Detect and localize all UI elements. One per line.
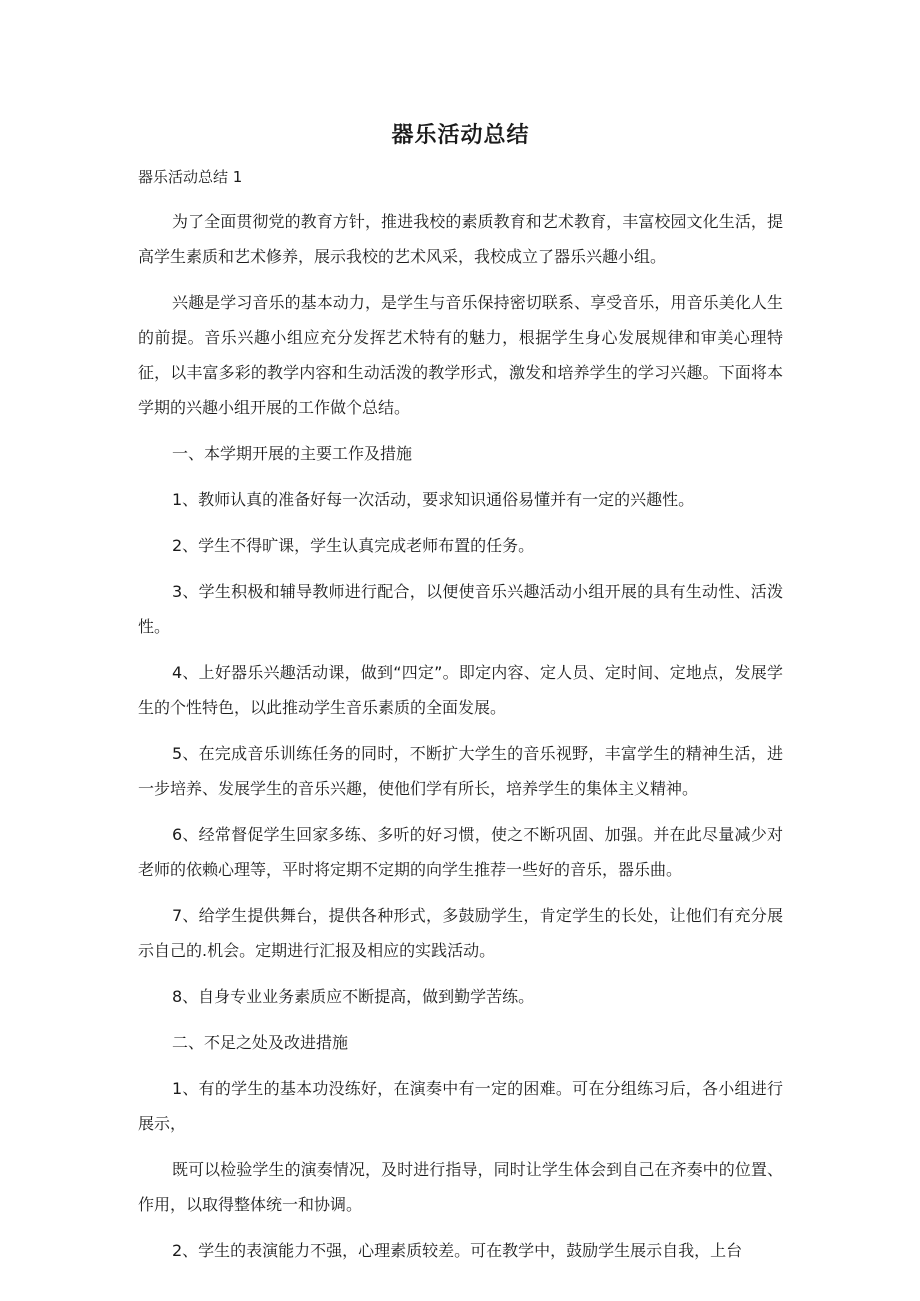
list-item: 2、学生的表演能力不强，心理素质较差。可在教学中，鼓励学生展示自我，上台 <box>172 1241 743 1260</box>
list-item: 4、上好器乐兴趣活动课，做到“四定”。即定内容、定人员、定时间、定地点，发展学生的个性特色，以此推动学生音乐素质的全面发展。 <box>138 663 783 717</box>
list-item: 5、在完成音乐训练任务的同时，不断扩大学生的音乐视野，丰富学生的精神生活，进一步培养、发展学生的音乐兴趣，使他们学有所长，培养学生的集体主义精神。 <box>138 744 783 798</box>
list-item: 3、学生积极和辅导教师进行配合，以便使音乐兴趣活动小组开展的具有生动性、活泼性。 <box>138 582 783 636</box>
list-item: 1、教师认真的准备好每一次活动，要求知识通俗易懂并有一定的兴趣性。 <box>172 490 695 509</box>
paragraph: 既可以检验学生的演奏情况，及时进行指导，同时让学生体会到自己在齐奏中的位置、作用，以取得整体统一和协调。 <box>138 1160 783 1214</box>
section-heading: 二、不足之处及改进措施 <box>172 1033 349 1052</box>
list-item: 6、经常督促学生回家多练、多听的好习惯，使之不断巩固、加强。并在此尽量减少对老师的依赖心理等，平时将定期不定期的向学生推荐一些好的音乐，器乐曲。 <box>138 825 783 879</box>
section-heading: 一、本学期开展的主要工作及措施 <box>172 444 413 463</box>
document-title: 器乐活动总结 <box>391 123 530 148</box>
document-subtitle: 器乐活动总结 1 <box>138 168 243 186</box>
paragraph: 兴趣是学习音乐的基本动力，是学生与音乐保持密切联系、享受音乐，用音乐美化人生的前提。音乐兴趣小组应充分发挥艺术特有的魅力，根据学生身心发展规律和审美心理特征，以丰富多彩的教学内容和生动活泼的教学形式，激发和培养学生的学习兴趣。下面将本学期的兴趣小组开展的工作做个总结。 <box>138 293 783 417</box>
list-item: 2、学生不得旷课，学生认真完成老师布置的任务。 <box>172 536 535 555</box>
paragraph: 为了全面贯彻党的教育方针，推进我校的素质教育和艺术教育，丰富校园文化生活，提高学生素质和艺术修养，展示我校的艺术风采，我校成立了器乐兴趣小组。 <box>138 212 783 266</box>
list-item: 8、自身专业业务素质应不断提高，做到勤学苦练。 <box>172 987 535 1006</box>
list-item: 1、有的学生的基本功没练好，在演奏中有一定的困难。可在分组练习后，各小组进行展示， <box>138 1079 783 1133</box>
document-page <box>138 0 783 1279</box>
list-item: 7、给学生提供舞台，提供各种形式，多鼓励学生，肯定学生的长处，让他们有充分展示自己的.机会。定期进行汇报及相应的实践活动。 <box>138 906 783 960</box>
document-body <box>138 204 783 1268</box>
